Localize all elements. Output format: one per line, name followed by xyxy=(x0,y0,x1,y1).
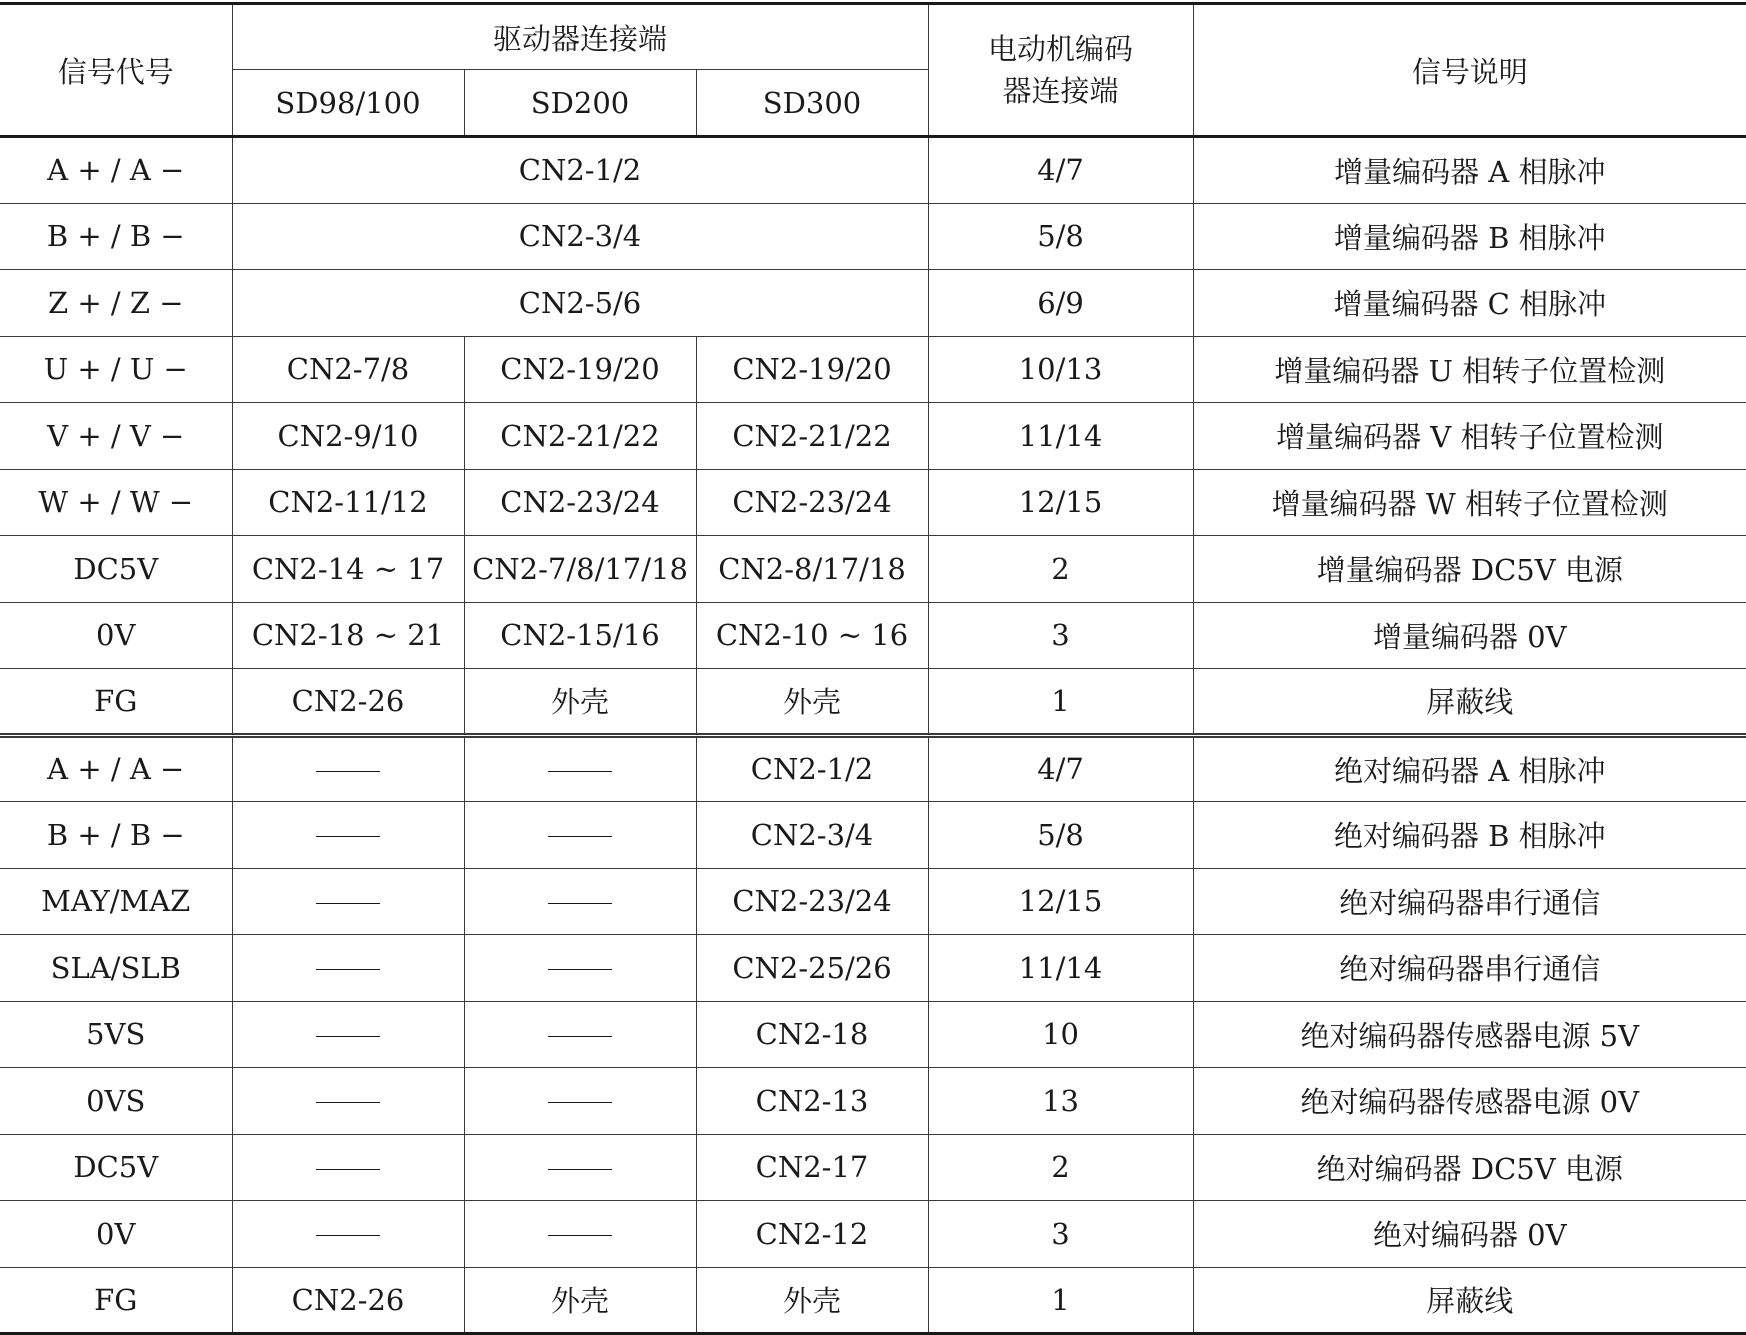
cell-signal: W + / W − xyxy=(0,469,232,536)
header-driver-sd200: SD200 xyxy=(464,70,696,137)
cell-description: 绝对编码器串行通信 xyxy=(1193,935,1746,1002)
header-signal-code: 信号代号 xyxy=(0,4,232,137)
dash-mark xyxy=(548,1235,612,1236)
cell-driver-sd98-100: CN2-11/12 xyxy=(232,469,464,536)
cell-driver-sd300: CN2-21/22 xyxy=(696,403,928,470)
dash-mark xyxy=(548,969,612,970)
cell-driver-sd200 xyxy=(464,735,696,802)
cell-driver-sd98-100 xyxy=(232,935,464,1002)
cell-driver-sd98-100 xyxy=(232,1068,464,1135)
dash-mark xyxy=(316,1036,380,1037)
cell-driver-sd300: CN2-23/24 xyxy=(696,868,928,935)
cell-description: 绝对编码器 B 相脉冲 xyxy=(1193,802,1746,869)
cell-description: 屏蔽线 xyxy=(1193,1267,1746,1334)
cell-driver-sd200: CN2-19/20 xyxy=(464,336,696,403)
cell-driver-sd200 xyxy=(464,1134,696,1201)
cell-motor: 3 xyxy=(928,1201,1193,1268)
cell-driver-sd300: CN2-8/17/18 xyxy=(696,536,928,603)
cell-driver-sd98-100 xyxy=(232,1134,464,1201)
cell-motor: 5/8 xyxy=(928,802,1193,869)
dash-mark xyxy=(548,1036,612,1037)
cell-driver-sd200: CN2-7/8/17/18 xyxy=(464,536,696,603)
table-row xyxy=(0,536,1746,603)
dash-mark xyxy=(316,1102,380,1103)
cell-description: 增量编码器 C 相脉冲 xyxy=(1193,270,1746,337)
dash-mark xyxy=(548,1169,612,1170)
cell-driver-sd300: CN2-25/26 xyxy=(696,935,928,1002)
cell-driver-sd300: CN2-10 ~ 16 xyxy=(696,602,928,669)
cell-driver-sd300: CN2-13 xyxy=(696,1068,928,1135)
table-row xyxy=(0,735,1746,802)
cell-driver-merged: CN2-3/4 xyxy=(232,203,928,270)
cell-driver-sd98-100: CN2-18 ~ 21 xyxy=(232,602,464,669)
cell-description: 增量编码器 B 相脉冲 xyxy=(1193,203,1746,270)
cell-description: 绝对编码器 A 相脉冲 xyxy=(1193,735,1746,802)
header-motor-line2: 器连接端 xyxy=(1002,74,1119,108)
cell-driver-sd300: CN2-17 xyxy=(696,1134,928,1201)
cell-description: 增量编码器 V 相转子位置检测 xyxy=(1193,403,1746,470)
signal-table-container xyxy=(0,2,1746,1335)
cell-signal: SLA/SLB xyxy=(0,935,232,1002)
cell-signal: Z + / Z − xyxy=(0,270,232,337)
table-row xyxy=(0,1134,1746,1201)
cell-driver-sd200: 外壳 xyxy=(464,669,696,736)
cell-driver-sd300: 外壳 xyxy=(696,669,928,736)
cell-signal: V + / V − xyxy=(0,403,232,470)
dash-mark xyxy=(548,771,612,772)
cell-driver-sd300: CN2-12 xyxy=(696,1201,928,1268)
table-row xyxy=(0,137,1746,204)
cell-driver-sd300: 外壳 xyxy=(696,1267,928,1334)
header-description: 信号说明 xyxy=(1193,4,1746,137)
cell-driver-sd200 xyxy=(464,935,696,1002)
header-motor-encoder xyxy=(928,4,1193,137)
cell-motor: 11/14 xyxy=(928,935,1193,1002)
cell-signal: FG xyxy=(0,669,232,736)
cell-description: 增量编码器 A 相脉冲 xyxy=(1193,137,1746,204)
cell-driver-sd98-100 xyxy=(232,1001,464,1068)
dash-mark xyxy=(316,836,380,837)
cell-driver-sd200 xyxy=(464,868,696,935)
cell-driver-sd200: CN2-15/16 xyxy=(464,602,696,669)
cell-driver-sd98-100: CN2-14 ~ 17 xyxy=(232,536,464,603)
cell-motor: 12/15 xyxy=(928,868,1193,935)
table-row xyxy=(0,1201,1746,1268)
cell-motor: 11/14 xyxy=(928,403,1193,470)
table-row xyxy=(0,203,1746,270)
cell-description: 绝对编码器串行通信 xyxy=(1193,868,1746,935)
cell-description: 增量编码器 W 相转子位置检测 xyxy=(1193,469,1746,536)
table-row xyxy=(0,403,1746,470)
cell-signal: 0V xyxy=(0,1201,232,1268)
cell-driver-sd200: CN2-23/24 xyxy=(464,469,696,536)
cell-description: 屏蔽线 xyxy=(1193,669,1746,736)
cell-motor: 3 xyxy=(928,602,1193,669)
cell-signal: U + / U − xyxy=(0,336,232,403)
cell-driver-sd300: CN2-1/2 xyxy=(696,735,928,802)
header-driver-group: 驱动器连接端 xyxy=(232,4,928,70)
encoder-signal-table xyxy=(0,2,1746,1335)
cell-signal: B + / B − xyxy=(0,802,232,869)
cell-driver-sd98-100 xyxy=(232,1201,464,1268)
cell-motor: 10/13 xyxy=(928,336,1193,403)
dash-mark xyxy=(316,1169,380,1170)
cell-description: 绝对编码器传感器电源 0V xyxy=(1193,1068,1746,1135)
cell-driver-sd98-100: CN2-26 xyxy=(232,669,464,736)
cell-driver-sd200 xyxy=(464,1068,696,1135)
header-driver-sd300: SD300 xyxy=(696,70,928,137)
cell-motor: 10 xyxy=(928,1001,1193,1068)
cell-driver-sd300: CN2-3/4 xyxy=(696,802,928,869)
header-driver-sd98-100: SD98/100 xyxy=(232,70,464,137)
cell-description: 增量编码器 0V xyxy=(1193,602,1746,669)
table-row xyxy=(0,469,1746,536)
cell-driver-sd200: CN2-21/22 xyxy=(464,403,696,470)
cell-signal: DC5V xyxy=(0,1134,232,1201)
cell-description: 增量编码器 DC5V 电源 xyxy=(1193,536,1746,603)
dash-mark xyxy=(548,903,612,904)
table-row xyxy=(0,802,1746,869)
table-header xyxy=(0,4,1746,137)
cell-motor: 2 xyxy=(928,1134,1193,1201)
dash-mark xyxy=(316,969,380,970)
dash-mark xyxy=(316,771,380,772)
cell-driver-merged: CN2-5/6 xyxy=(232,270,928,337)
cell-driver-sd200: 外壳 xyxy=(464,1267,696,1334)
table-row xyxy=(0,1068,1746,1135)
table-row xyxy=(0,270,1746,337)
table-row xyxy=(0,669,1746,736)
cell-driver-sd98-100 xyxy=(232,735,464,802)
table-row xyxy=(0,602,1746,669)
cell-driver-sd98-100 xyxy=(232,802,464,869)
cell-signal: FG xyxy=(0,1267,232,1334)
cell-signal: 0VS xyxy=(0,1068,232,1135)
cell-driver-sd98-100: CN2-7/8 xyxy=(232,336,464,403)
cell-description: 绝对编码器传感器电源 5V xyxy=(1193,1001,1746,1068)
absolute-encoder-group xyxy=(0,735,1746,1334)
cell-driver-sd200 xyxy=(464,802,696,869)
cell-signal: 5VS xyxy=(0,1001,232,1068)
table-row xyxy=(0,1001,1746,1068)
cell-motor: 4/7 xyxy=(928,137,1193,204)
cell-motor: 6/9 xyxy=(928,270,1193,337)
cell-driver-sd300: CN2-23/24 xyxy=(696,469,928,536)
cell-motor: 5/8 xyxy=(928,203,1193,270)
cell-motor: 12/15 xyxy=(928,469,1193,536)
cell-signal: MAY/MAZ xyxy=(0,868,232,935)
cell-description: 增量编码器 U 相转子位置检测 xyxy=(1193,336,1746,403)
dash-mark xyxy=(548,1102,612,1103)
cell-driver-sd300: CN2-18 xyxy=(696,1001,928,1068)
cell-description: 绝对编码器 0V xyxy=(1193,1201,1746,1268)
cell-driver-sd200 xyxy=(464,1001,696,1068)
incremental-encoder-group xyxy=(0,137,1746,736)
table-row xyxy=(0,868,1746,935)
cell-driver-sd98-100 xyxy=(232,868,464,935)
cell-motor: 1 xyxy=(928,669,1193,736)
cell-motor: 1 xyxy=(928,1267,1193,1334)
cell-driver-sd300: CN2-19/20 xyxy=(696,336,928,403)
cell-driver-sd98-100: CN2-9/10 xyxy=(232,403,464,470)
table-row xyxy=(0,935,1746,1002)
cell-driver-sd200 xyxy=(464,1201,696,1268)
dash-mark xyxy=(316,1235,380,1236)
cell-motor: 2 xyxy=(928,536,1193,603)
dash-mark xyxy=(316,903,380,904)
header-motor-line1: 电动机编码 xyxy=(988,31,1134,66)
cell-signal: B + / B − xyxy=(0,203,232,270)
cell-signal: A + / A − xyxy=(0,735,232,802)
cell-motor: 13 xyxy=(928,1068,1193,1135)
cell-signal: DC5V xyxy=(0,536,232,603)
cell-driver-sd98-100: CN2-26 xyxy=(232,1267,464,1334)
dash-mark xyxy=(548,836,612,837)
cell-signal: 0V xyxy=(0,602,232,669)
table-row xyxy=(0,336,1746,403)
table-row xyxy=(0,1267,1746,1334)
cell-motor: 4/7 xyxy=(928,735,1193,802)
cell-signal: A + / A − xyxy=(0,137,232,204)
cell-description: 绝对编码器 DC5V 电源 xyxy=(1193,1134,1746,1201)
cell-driver-merged: CN2-1/2 xyxy=(232,137,928,204)
